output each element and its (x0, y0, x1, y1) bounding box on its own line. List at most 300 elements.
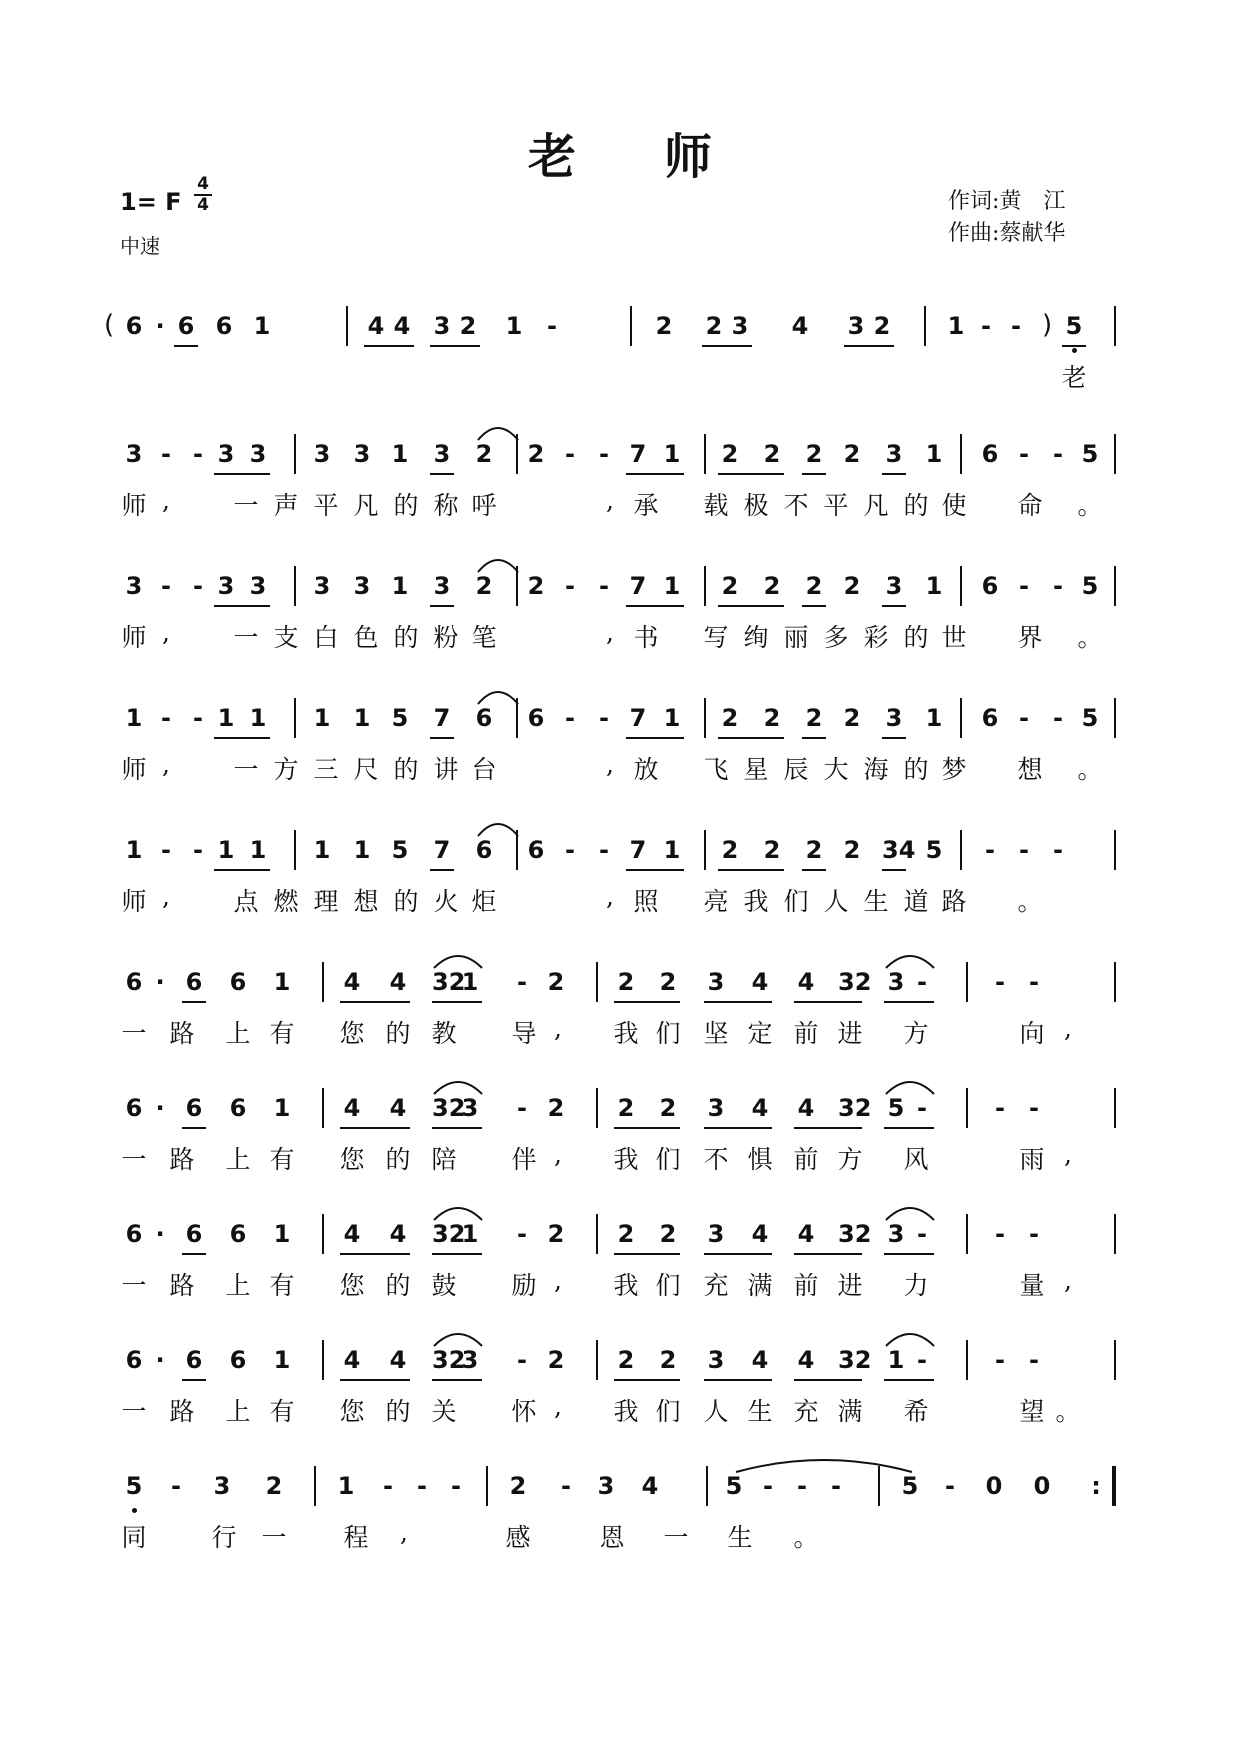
jianpu-note: 32 (838, 968, 872, 996)
jianpu-note: 6 (527, 836, 545, 864)
jianpu-note: 1 (663, 440, 681, 468)
lyric-char: , (554, 1140, 562, 1169)
lyric-char: 生 (727, 1523, 753, 1552)
lyric-char: 载 (703, 491, 729, 520)
beam-underline (802, 737, 826, 739)
jianpu-note: 4 (343, 1346, 361, 1374)
jianpu-note: 6 (527, 704, 545, 732)
lyric-char: 上 (225, 1397, 251, 1426)
jianpu-note: - (517, 1346, 527, 1374)
tie-slur (884, 1076, 936, 1096)
lyric-char: 白 (313, 623, 339, 652)
beam-underline (430, 605, 454, 607)
jianpu-note: 3 (125, 440, 143, 468)
beam-underline (182, 1379, 206, 1381)
lyric-char: 我 (613, 1397, 639, 1426)
lyric-char: 师 (121, 623, 147, 652)
lyric-char: 您 (339, 1145, 365, 1174)
jianpu-note: 2 (763, 836, 781, 864)
jianpu-note: - (995, 1094, 1005, 1122)
augmentation-dot: · (155, 968, 165, 996)
jianpu-note: 6 (125, 312, 143, 340)
jianpu-note: - (161, 440, 171, 468)
jianpu-note: - (161, 704, 171, 732)
lyric-char: 感 (505, 1523, 531, 1552)
beam-underline (882, 869, 906, 871)
beam-underline (430, 345, 480, 347)
jianpu-note: 2 (659, 968, 677, 996)
lyric-char: 海 (863, 755, 889, 784)
tie-slur (432, 950, 484, 970)
jianpu-note: 4 (389, 1220, 407, 1248)
jianpu-note: 32 (838, 1094, 872, 1122)
lyric-char: , (1064, 1140, 1072, 1169)
barline (596, 962, 598, 1002)
jianpu-note: - (763, 1472, 773, 1500)
jianpu-note: 4 (751, 1094, 769, 1122)
jianpu-note: 1 (391, 440, 409, 468)
jianpu-note: 5 (391, 836, 409, 864)
lyric-char: 的 (385, 1271, 411, 1300)
beam-underline (430, 737, 454, 739)
lyric-char: 人 (703, 1397, 729, 1426)
jianpu-note: 1 (925, 440, 943, 468)
beam-underline (884, 1001, 934, 1003)
jianpu-note: - (981, 312, 991, 340)
lyricist-credit (948, 184, 1065, 215)
lyric-char: 道 (903, 887, 929, 916)
beam-underline (794, 1127, 862, 1129)
barline (966, 1088, 968, 1128)
lyric-char: 充 (703, 1271, 729, 1300)
jianpu-note: 2 (721, 836, 739, 864)
barline (1114, 698, 1116, 738)
jianpu-note: 6 (177, 312, 195, 340)
lyric-char: 一 (233, 623, 259, 652)
beam-underline (802, 869, 826, 871)
jianpu-note: 1 (461, 968, 479, 996)
lyric-char: 写 (703, 623, 729, 652)
jianpu-note: 1 (663, 572, 681, 600)
beam-underline (432, 1379, 482, 1381)
jianpu-note: - (1029, 1346, 1039, 1374)
jianpu-note: 5 (1081, 440, 1099, 468)
jianpu-note: 6 (185, 1346, 203, 1374)
jianpu-note: 5 (901, 1472, 919, 1500)
beam-underline (214, 605, 270, 607)
lyric-char: 平 (823, 491, 849, 520)
lyric-char: 的 (385, 1397, 411, 1426)
lyric-char: , (554, 1266, 562, 1295)
jianpu-note: 2 (843, 440, 861, 468)
lyric-char: 恩 (599, 1523, 625, 1552)
barline (1114, 962, 1116, 1002)
beam-underline (718, 869, 784, 871)
jianpu-note: 5 (391, 704, 409, 732)
jianpu-note: 1 (249, 704, 267, 732)
jianpu-note: - (1053, 440, 1063, 468)
beam-underline (182, 1253, 206, 1255)
beam-underline (340, 1127, 410, 1129)
tempo-marking: 中速 (120, 234, 160, 258)
lyric-char: 的 (903, 623, 929, 652)
lyric-char: 伴 (511, 1145, 537, 1174)
beam-underline (718, 605, 784, 607)
barline (966, 1214, 968, 1254)
lyric-char: 师 (121, 491, 147, 520)
lyric-char: 一 (261, 1523, 287, 1552)
augmentation-dot: · (155, 1094, 165, 1122)
barline (1114, 830, 1116, 870)
beam-underline (884, 1127, 934, 1129)
lyric-char: , (606, 882, 614, 911)
jianpu-note: 2 (617, 1094, 635, 1122)
lyric-char: 我 (743, 887, 769, 916)
jianpu-note: 3 (217, 440, 235, 468)
lyric-char: 彩 (863, 623, 889, 652)
beam-underline (214, 737, 270, 739)
lyric-char: 充 (793, 1397, 819, 1426)
jianpu-note: 6 (125, 1094, 143, 1122)
beam-underline (182, 1001, 206, 1003)
lyric-char: 励 (511, 1271, 537, 1300)
lyric-char: 一 (121, 1145, 147, 1174)
jianpu-note: - (1053, 704, 1063, 732)
tie-slur (476, 422, 520, 442)
beam-underline (794, 1379, 862, 1381)
lyric-char: 望 (1019, 1397, 1045, 1426)
jianpu-note: 1 (925, 704, 943, 732)
lyric-char: , (554, 1392, 562, 1421)
jianpu-note: - (797, 1472, 807, 1500)
jianpu-note: 2 (547, 968, 565, 996)
lyric-char: 陪 (431, 1145, 457, 1174)
tie-slur (476, 554, 520, 574)
lyric-char: 师 (121, 755, 147, 784)
lyric-char: 定 (747, 1019, 773, 1048)
lyric-char: , (606, 618, 614, 647)
jianpu-note: - (599, 704, 609, 732)
lyric-char: 路 (941, 887, 967, 916)
lyric-char: 。 (793, 1523, 819, 1552)
lyric-char: 惧 (747, 1145, 773, 1174)
lyric-char: 一 (663, 1523, 689, 1552)
jianpu-note: 1 (273, 1220, 291, 1248)
lyric-char: 星 (743, 755, 769, 784)
jianpu-note: 1 (887, 1346, 905, 1374)
beam-underline (704, 1127, 772, 1129)
lyric-char: 。 (1055, 1397, 1081, 1426)
jianpu-note: 7 (433, 704, 451, 732)
lyric-char: 尺 (353, 755, 379, 784)
jianpu-note: 6 (475, 836, 493, 864)
jianpu-note: 6 (229, 968, 247, 996)
lyric-char: 一 (121, 1397, 147, 1426)
jianpu-note: 6 (125, 1346, 143, 1374)
jianpu-note: 2 (763, 704, 781, 732)
jianpu-note: 4 (797, 1346, 815, 1374)
jianpu-note: 2 (617, 968, 635, 996)
title-char-1: 老 (527, 129, 576, 185)
barline (924, 306, 926, 346)
jianpu-note: 4 (393, 312, 411, 340)
jianpu-note: 3 (707, 1094, 725, 1122)
jianpu-note: 1 (273, 968, 291, 996)
lyric-char: 有 (269, 1397, 295, 1426)
jianpu-note: - (451, 1472, 461, 1500)
lyric-char: 方 (273, 755, 299, 784)
time-signature-top: 4 (197, 174, 209, 194)
lyric-char: 。 (1017, 887, 1043, 916)
jianpu-note: 3 (125, 572, 143, 600)
jianpu-note: 3 (887, 968, 905, 996)
jianpu-note: 4 (751, 968, 769, 996)
jianpu-note: 2 (617, 1220, 635, 1248)
lyric-char: 我 (613, 1271, 639, 1300)
jianpu-note: 3 (887, 1220, 905, 1248)
jianpu-note: 5 (1065, 312, 1083, 340)
lyric-char: 上 (225, 1145, 251, 1174)
lyric-char: 称 (433, 491, 459, 520)
tie-slur (476, 686, 520, 706)
lyric-char: 声 (273, 491, 299, 520)
jianpu-note: 2 (805, 440, 823, 468)
jianpu-note: - (161, 572, 171, 600)
composer-name: 蔡献华 (999, 221, 1066, 246)
barline (1114, 306, 1116, 346)
lyric-char: , (162, 486, 170, 515)
lyric-char: 放 (633, 755, 659, 784)
beam-underline (794, 1253, 862, 1255)
tie-slur (476, 818, 520, 838)
lyric-char: 使 (941, 491, 967, 520)
jianpu-note: 2 (843, 572, 861, 600)
jianpu-note: 1 (925, 572, 943, 600)
jianpu-note: 3 (313, 440, 331, 468)
jianpu-note: 4 (389, 1094, 407, 1122)
jianpu-note: 3 (433, 312, 451, 340)
lyric-char: 凡 (353, 491, 379, 520)
beam-underline (704, 1379, 772, 1381)
barline (960, 698, 962, 738)
lyric-char: , (606, 750, 614, 779)
jianpu-note: 2 (721, 440, 739, 468)
jianpu-note: - (917, 1346, 927, 1374)
jianpu-note: 7 (629, 572, 647, 600)
beam-underline (614, 1253, 680, 1255)
lyric-char: 前 (793, 1019, 819, 1048)
jianpu-note: 5 (125, 1472, 143, 1500)
jianpu-note: 1 (217, 704, 235, 732)
lyric-char: 世 (941, 623, 967, 652)
lyric-char: 进 (837, 1271, 863, 1300)
lyric-char: 一 (121, 1019, 147, 1048)
lyric-char: 路 (169, 1271, 195, 1300)
tie-slur (884, 1202, 936, 1222)
jianpu-note: - (417, 1472, 427, 1500)
jianpu-note: 3 (249, 572, 267, 600)
lyric-char: 您 (339, 1019, 365, 1048)
barline (960, 566, 962, 606)
jianpu-note: - (193, 572, 203, 600)
jianpu-note: 6 (229, 1220, 247, 1248)
jianpu-note: 1 (273, 1094, 291, 1122)
octave-dot-below (1072, 348, 1077, 353)
jianpu-note: 4 (367, 312, 385, 340)
lyric-char: 不 (783, 491, 809, 520)
beam-underline (844, 345, 894, 347)
lyric-char: 的 (393, 755, 419, 784)
jianpu-note: - (945, 1472, 955, 1500)
beam-underline (614, 1379, 680, 1381)
jianpu-note: - (547, 312, 557, 340)
jianpu-note: 2 (659, 1094, 677, 1122)
jianpu-note: - (1019, 704, 1029, 732)
jianpu-note: 34 (882, 836, 916, 864)
jianpu-note: 0 (985, 1472, 1003, 1500)
jianpu-note: - (517, 1220, 527, 1248)
jianpu-note: 3 (707, 968, 725, 996)
jianpu-note: - (193, 704, 203, 732)
lyric-char: 不 (703, 1145, 729, 1174)
jianpu-note: - (831, 1472, 841, 1500)
barline (322, 1088, 324, 1128)
lyric-char: 支 (273, 623, 299, 652)
beam-underline (614, 1001, 680, 1003)
jianpu-note: 5 (1081, 704, 1099, 732)
jianpu-note: 4 (343, 1094, 361, 1122)
jianpu-note: 2 (763, 440, 781, 468)
jianpu-note: 2 (843, 836, 861, 864)
jianpu-note: - (561, 1472, 571, 1500)
tie-slur (884, 1328, 936, 1348)
lyric-char: 想 (353, 887, 379, 916)
lyric-char: 们 (655, 1397, 681, 1426)
lyric-char: 力 (903, 1271, 929, 1300)
lyric-char: 师 (121, 887, 147, 916)
barline (966, 962, 968, 1002)
lyric-char: 的 (903, 491, 929, 520)
lyric-char: 想 (1017, 755, 1043, 784)
lyric-char: 书 (633, 623, 659, 652)
jianpu-note: 5 (925, 836, 943, 864)
beam-underline (432, 1001, 482, 1003)
lyric-char: 梦 (941, 755, 967, 784)
beam-underline (364, 345, 414, 347)
lyric-char: 点 (233, 887, 259, 916)
barline (704, 434, 706, 474)
jianpu-note: - (1053, 572, 1063, 600)
jianpu-note: 1 (313, 704, 331, 732)
jianpu-note: 2 (527, 572, 545, 600)
lyric-char: 老 (1061, 363, 1087, 392)
lyric-char: 我 (613, 1145, 639, 1174)
lyric-char: 导 (511, 1019, 537, 1048)
jianpu-note: - (599, 440, 609, 468)
jianpu-note: - (383, 1472, 393, 1500)
jianpu-note: 2 (527, 440, 545, 468)
jianpu-note: - (193, 440, 203, 468)
barline (596, 1340, 598, 1380)
jianpu-note: 6 (215, 312, 233, 340)
jianpu-note: 1 (313, 836, 331, 864)
barline (596, 1088, 598, 1128)
barline (1114, 1214, 1116, 1254)
jianpu-note: 0 (1033, 1472, 1051, 1500)
time-signature (194, 176, 212, 214)
jianpu-note: 3 (353, 572, 371, 600)
jianpu-note: - (995, 1346, 1005, 1374)
lyric-char: 辰 (783, 755, 809, 784)
lyric-char: 一 (233, 755, 259, 784)
lyric-char: 方 (903, 1019, 929, 1048)
jianpu-note: - (193, 836, 203, 864)
jianpu-note: 3 (461, 1346, 479, 1374)
composer-credit (948, 216, 1065, 247)
jianpu-note: 3 (707, 1220, 725, 1248)
lyric-char: 台 (471, 755, 497, 784)
beam-underline (340, 1379, 410, 1381)
jianpu-note: 1 (253, 312, 271, 340)
jianpu-note: 6 (185, 1220, 203, 1248)
jianpu-note: 3 (353, 440, 371, 468)
beam-underline (626, 737, 684, 739)
jianpu-note: 1 (353, 836, 371, 864)
beam-underline (340, 1253, 410, 1255)
beam-underline (794, 1001, 862, 1003)
lyric-char: , (400, 1518, 408, 1547)
lyric-char: 凡 (863, 491, 889, 520)
beam-underline (882, 737, 906, 739)
jianpu-note: 3 (885, 440, 903, 468)
jianpu-note: - (1029, 1220, 1039, 1248)
jianpu-note: - (161, 836, 171, 864)
jianpu-note: 2 (547, 1220, 565, 1248)
barline (704, 566, 706, 606)
lyric-char: 前 (793, 1271, 819, 1300)
lyric-char: 我 (613, 1019, 639, 1048)
barline (1114, 1088, 1116, 1128)
jianpu-note: - (1019, 572, 1029, 600)
augmentation-dot: · (155, 1220, 165, 1248)
lyric-char: 理 (313, 887, 339, 916)
beam-underline (174, 345, 198, 347)
lyric-char: 绚 (743, 623, 769, 652)
jianpu-note: 4 (389, 968, 407, 996)
lyric-char: 炬 (471, 887, 497, 916)
beam-underline (882, 473, 906, 475)
jianpu-note: - (917, 1094, 927, 1122)
jianpu-note: 32 (432, 968, 466, 996)
jianpu-note: 1 (505, 312, 523, 340)
final-barline (1112, 1466, 1116, 1506)
lyric-char: 丽 (783, 623, 809, 652)
jianpu-note: - (517, 968, 527, 996)
jianpu-note: 1 (125, 836, 143, 864)
jianpu-note: - (517, 1094, 527, 1122)
jianpu-note: 2 (509, 1472, 527, 1500)
lyric-char: 上 (225, 1271, 251, 1300)
lyric-char: 命 (1017, 491, 1043, 520)
lyric-char: 照 (633, 887, 659, 916)
jianpu-note: - (599, 572, 609, 600)
barline (294, 830, 296, 870)
title-char-2: 师 (664, 129, 713, 185)
jianpu-note: 3 (433, 572, 451, 600)
jianpu-note: 2 (475, 572, 493, 600)
jianpu-note: 4 (389, 1346, 407, 1374)
lyric-char: 鼓 (431, 1271, 457, 1300)
